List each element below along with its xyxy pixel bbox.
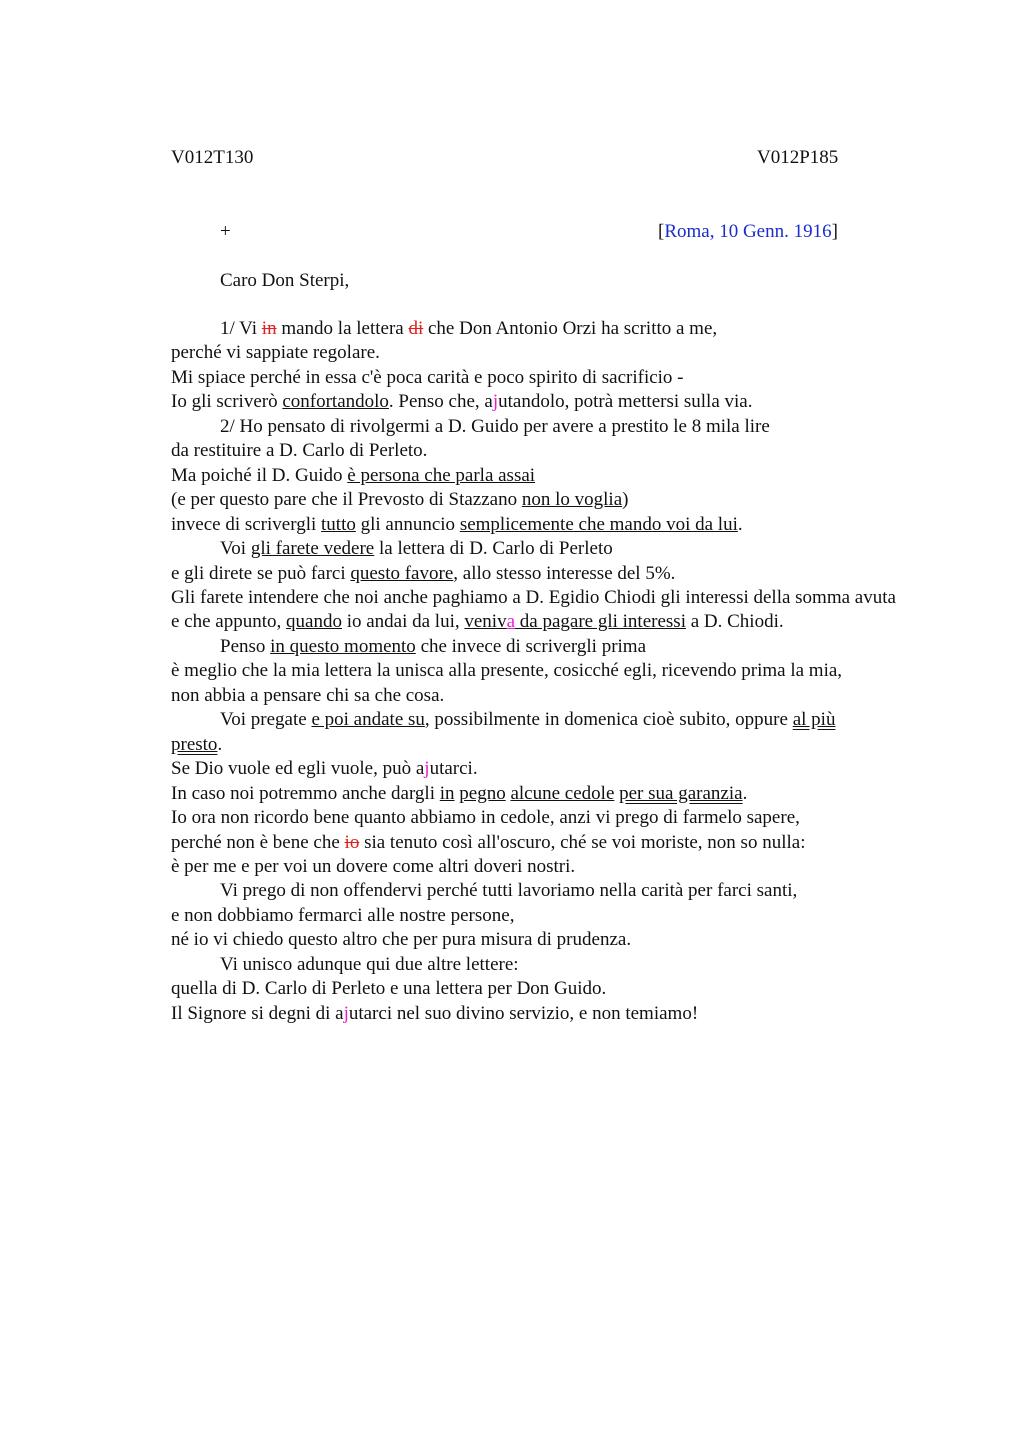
text: (e per questo pare che il Prevosto di Stazzano [171, 489, 522, 511]
text: utarci. [429, 758, 478, 780]
line-9 [171, 513, 913, 537]
line-4 [171, 390, 913, 414]
line-3: Mi spiace perché in essa c'è poca carità e poco spirito di sacrificio - [171, 366, 684, 388]
line-29 [171, 1002, 913, 1026]
inserted-letter: j [492, 391, 499, 413]
text: , possibilmente in domenica cioè subito, oppure [424, 709, 793, 731]
text: e gli direte se può farci [171, 562, 351, 584]
line-1 [171, 317, 913, 341]
text: . [742, 782, 748, 804]
letter-body [171, 317, 913, 1026]
line-17 [171, 708, 913, 732]
text: gli annuncio [355, 513, 460, 535]
line-12: Gli farete intendere che noi anche paghiamo a D. Egidio Chiodi gli interessi della somma avuta [171, 586, 896, 608]
document-code-right: V012P185 [757, 147, 839, 168]
line-15: è meglio che la mia lettera la unisca alla presente, cosicché egli, ricevendo prima la mia, [171, 660, 843, 682]
underlined-text: semplicemente che mando voi da lui [459, 513, 738, 535]
text: Io gli scriverò [171, 391, 283, 413]
inserted-letter: j [343, 1002, 349, 1024]
text: sia tenuto così all'oscuro, ché se voi moriste, non so nulla: [359, 831, 806, 853]
inserted-letter: j [424, 758, 430, 780]
underlined-text: pegno [459, 782, 506, 804]
text: e che appunto, [171, 611, 287, 633]
line-13 [171, 610, 913, 634]
line-27: Vi unisco adunque qui due altre lettere: [220, 953, 519, 975]
text: Il Signore si degni di a [171, 1002, 344, 1024]
date-bracket-open: [ [658, 221, 665, 242]
text: Voi [220, 538, 251, 560]
text: . [737, 513, 743, 535]
text: 1/ Vi [220, 318, 262, 339]
text: , allo stesso interesse del 5%. [453, 562, 676, 584]
line-18 [171, 733, 913, 757]
underlined-text: veniv [464, 611, 507, 633]
text: Ma poiché il D. Guido [171, 464, 348, 486]
underlined-text: e poi andate su [311, 709, 425, 731]
text: che invece di scrivergli prima [415, 635, 647, 657]
underlined-text: è persona che parla assai [347, 464, 536, 486]
date-text: Roma, 10 Genn. 1916 [664, 221, 832, 242]
line-5: 2/ Ho pensato di rivolgermi a D. Guido per avere a prestito le 8 mila lire [220, 415, 770, 437]
line-20 [171, 782, 913, 806]
deleted-word: di [408, 318, 424, 339]
text: a D. Chiodi. [685, 611, 784, 633]
line-11 [171, 562, 913, 586]
inserted-letter: a [506, 611, 516, 633]
double-underlined-text: al più [792, 709, 836, 731]
underlined-text: questo favore [350, 562, 454, 584]
line-6: da restituire a D. Carlo di Perleto. [171, 440, 428, 462]
line-7 [171, 464, 913, 488]
date-bracket-close: ] [831, 221, 838, 242]
underlined-text: confortandolo [282, 391, 389, 413]
double-underlined-text: presto [171, 733, 218, 755]
text: io andai da lui, [341, 611, 465, 633]
text: mando la lettera [276, 318, 409, 339]
line-22 [171, 831, 913, 855]
text: ) [622, 489, 629, 511]
letter-date [658, 220, 838, 244]
text: utandolo, potrà mettersi sulla via. [498, 391, 753, 413]
salutation: Caro Don Sterpi, [220, 270, 350, 291]
text: Voi pregate [220, 709, 312, 731]
text: . Penso che, a [388, 391, 493, 413]
text: che Don Antonio Orzi ha scritto a me, [423, 318, 718, 339]
underlined-text: tutto [321, 513, 356, 535]
text: Penso [220, 635, 271, 657]
line-21: Io ora non ricordo bene quanto abbiamo in cedole, anzi vi prego di farmelo sapere, [171, 807, 800, 829]
document-code-left: V012T130 [171, 147, 254, 168]
line-16: non abbia a pensare chi sa che cosa. [171, 684, 445, 706]
line-14 [171, 635, 913, 659]
text: la lettera di D. Carlo di Perleto [374, 538, 613, 560]
text: invece di scrivergli [171, 513, 322, 535]
cross-symbol: + [220, 221, 231, 242]
text: utarci nel suo divino servizio, e non temiamo! [348, 1002, 699, 1024]
underlined-text: in questo momento [270, 635, 416, 657]
deleted-word: io [344, 831, 360, 853]
double-underlined-text: per sua garanzia [619, 782, 743, 804]
line-23: è per me e per voi un dovere come altri doveri nostri. [171, 855, 576, 877]
underlined-text: gli farete vedere [250, 538, 375, 560]
line-8 [171, 488, 913, 512]
underlined-text: in [439, 782, 455, 804]
underlined-text: non lo voglia [521, 489, 623, 511]
line-26: né io vi chiedo questo altro che per pura misura di prudenza. [171, 929, 632, 951]
line-25: e non dobbiamo fermarci alle nostre persone, [171, 904, 515, 926]
text: Se Dio vuole ed egli vuole, può a [171, 758, 425, 780]
line-10 [171, 537, 913, 561]
text: . [217, 733, 223, 755]
underlined-text: quando [286, 611, 342, 633]
line-28: quella di D. Carlo di Perleto e una lettera per Don Guido. [171, 978, 607, 1000]
text: In caso noi potremmo anche dargli [171, 782, 440, 804]
underlined-text: alcune cedole [510, 782, 615, 804]
line-19 [171, 757, 913, 781]
line-2: perché vi sappiate regolare. [171, 342, 380, 364]
underlined-text: da pagare gli interessi [515, 611, 686, 633]
text: perché non è bene che [171, 831, 345, 853]
line-24: Vi prego di non offendervi perché tutti lavoriamo nella carità per farci santi, [220, 880, 798, 902]
deleted-word: in [261, 318, 277, 339]
